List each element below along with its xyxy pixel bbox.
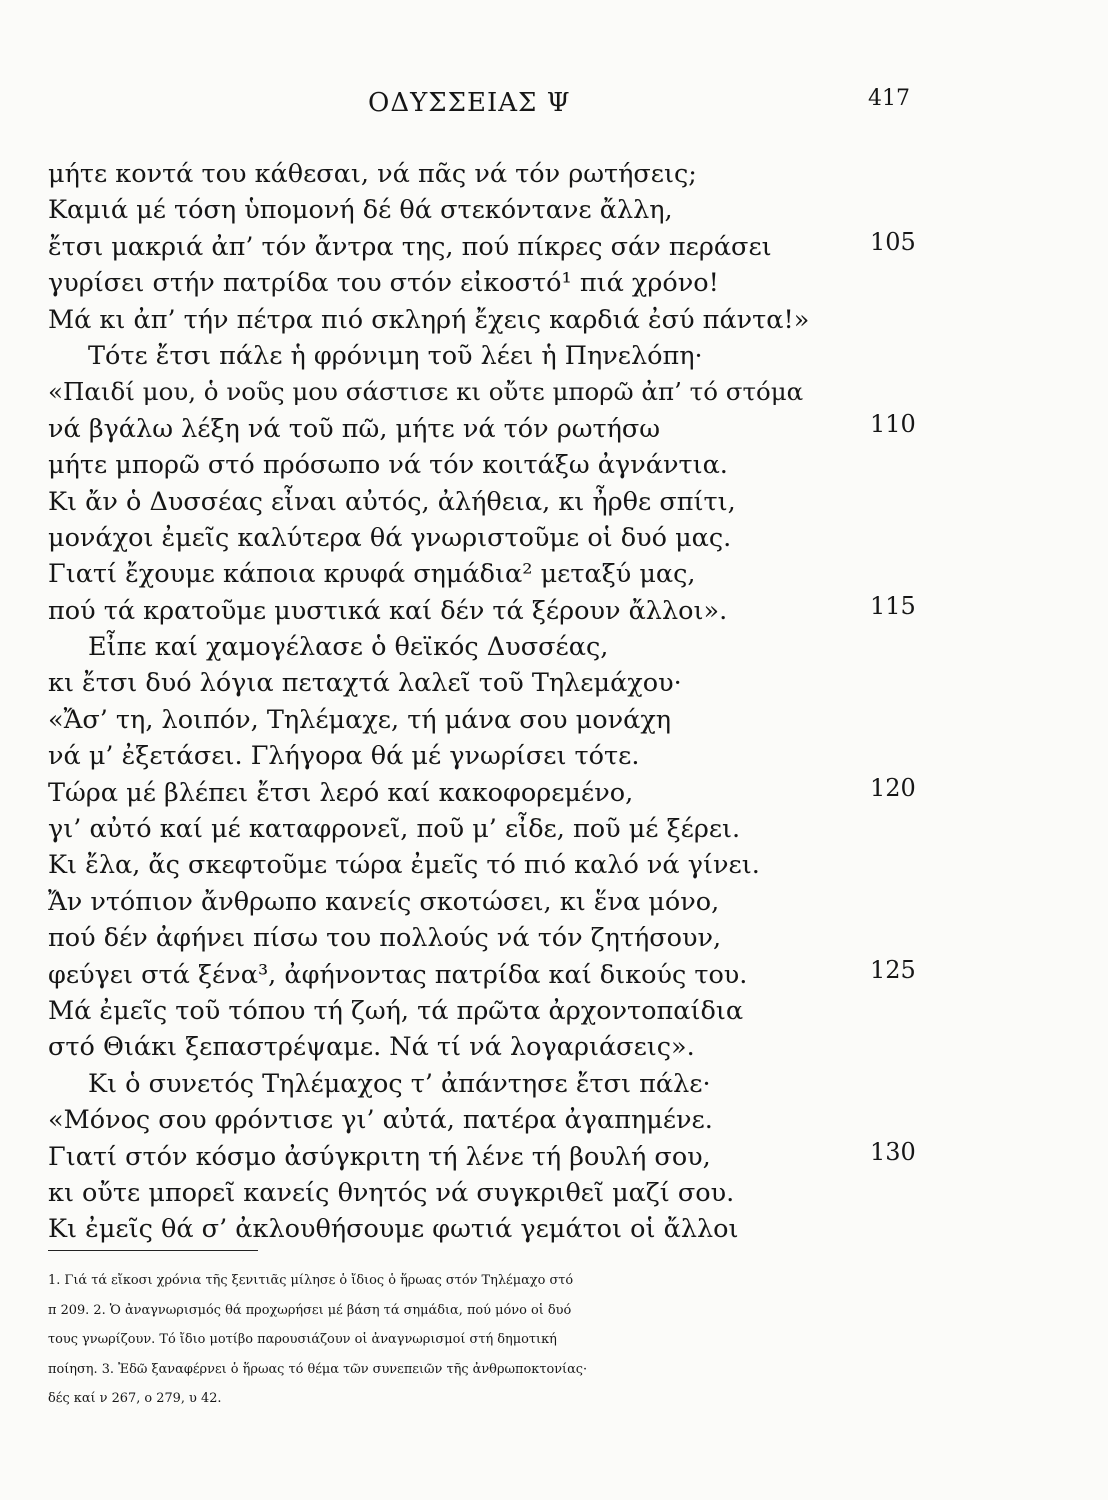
line-number: 105: [870, 227, 916, 256]
verse-line: [0, 665, 1108, 701]
footnote-line: ποίηση. 3. Ἐδῶ ξαναφέρνει ὁ ἥρωας τό θέμα τῶν συνεπειῶν τῆς ἀνθρωποκτονίας·: [48, 1361, 588, 1377]
verse-text: Κι ὁ συνετός Τηλέμαχος τ’ ἀπάντησε ἔτσι πάλε·: [88, 1068, 711, 1099]
verse-line: [0, 629, 1108, 665]
verse-line: [0, 556, 1108, 592]
footnote-line: τους γνωρίζουν. Τό ἴδιο μοτίβο παρουσιάζουν οἱ ἀναγνωρισμοί στή δημοτική: [48, 1332, 557, 1348]
verse-line: [0, 1066, 1108, 1102]
verse-line: [0, 520, 1108, 556]
footnote-line: δές καί ν 267, ο 279, υ 42.: [48, 1391, 222, 1407]
verse-text: πού δέν ἀφήνει πίσω του πολλούς νά τόν ζητήσουν,: [48, 923, 722, 954]
line-number: 125: [870, 955, 916, 984]
verse-text: Μά κι ἀπ’ τήν πέτρα πιό σκληρή ἔχεις καρδιά ἐσύ πάντα!»: [48, 304, 810, 335]
line-number: 110: [870, 409, 916, 438]
verse-line: [0, 811, 1108, 847]
verse-line: [0, 593, 1108, 629]
footnote-divider: [48, 1250, 258, 1251]
verse-text: Κι ἄν ὁ Δυσσέας εἶναι αὐτός, ἀλήθεια, κι ἦρθε σπίτι,: [48, 486, 736, 517]
line-number: 115: [870, 591, 916, 620]
verse-text: νά μ’ ἐξετάσει. Γλήγορα θά μέ γνωρίσει τότε.: [48, 741, 640, 772]
verse-line: [0, 229, 1108, 265]
verse-text: γυρίσει στήν πατρίδα του στόν εἰκοστό¹ πιά χρόνο!: [48, 268, 719, 299]
verse-text: Κι ἔλα, ἄς σκεφτοῦμε τώρα ἐμεῖς τό πιό καλό νά γίνει.: [48, 850, 760, 881]
verse-line: [0, 1102, 1108, 1138]
verse-text: ἔτσι μακριά ἀπ’ τόν ἄντρα της, πού πίκρες σάν περάσει: [48, 231, 772, 262]
verse-line: [0, 302, 1108, 338]
verse-line: [0, 338, 1108, 374]
verse-line: [0, 993, 1108, 1029]
verse-text: Τότε ἔτσι πάλε ἡ φρόνιμη τοῦ λέει ἡ Πηνελόπη·: [88, 340, 703, 371]
verse-text: «Ἄσ’ τη, λοιπόν, Τηλέμαχε, τή μάνα σου μονάχη: [48, 704, 672, 735]
verse-line: [0, 847, 1108, 883]
footnotes: [48, 1266, 1076, 1414]
verse-text: μονάχοι ἐμεῖς καλύτερα θά γνωριστοῦμε οἱ δυό μας.: [48, 522, 732, 553]
verse-text: πού τά κρατοῦμε μυστικά καί δέν τά ξέρουν ἄλλοι».: [48, 595, 728, 626]
verse-text: μήτε κοντά του κάθεσαι, νά πᾶς νά τόν ρωτήσεις;: [48, 159, 697, 189]
verse-line: [0, 738, 1108, 774]
verse-line: [0, 1211, 1108, 1247]
verse-text: Ἄν ντόπιον ἄνθρωπο κανείς σκοτώσει, κι ἕνα μόνο,: [48, 886, 720, 917]
verse-text: Εἶπε καί χαμογέλασε ὁ θεϊκός Δυσσέας,: [88, 632, 609, 663]
verse-text: Καμιά μέ τόση ὑπομονή δέ θά στεκόντανε ἄλλη,: [48, 195, 673, 226]
verse-text: Γιατί ἔχουμε κάποια κρυφά σημάδια² μεταξύ μας,: [48, 559, 696, 590]
verse-text: στό Θιάκι ξεπαστρέψαμε. Νά τί νά λογαριάσεις».: [48, 1032, 695, 1063]
footnote-line: 1. Γιά τά εἴκοσι χρόνια τῆς ξενιτιᾶς μίλησε ὁ ἴδιος ὁ ἥρωας στόν Τηλέμαχο στό: [48, 1273, 574, 1288]
page-number: 417: [868, 86, 910, 111]
verse-text: Τώρα μέ βλέπει ἔτσι λερό καί κακοφορεμένο,: [48, 777, 634, 808]
verse-line: [0, 1175, 1108, 1211]
verse-text: φεύγει στά ξένα³, ἀφήνοντας πατρίδα καί δικούς του.: [48, 959, 748, 990]
verse-text: μήτε μπορῶ στό πρόσωπο νά τόν κοιτάξω ἀγνάντια.: [48, 450, 728, 481]
line-number: 130: [870, 1137, 916, 1166]
verse-text: «Παιδί μου, ὁ νοῦς μου σάστισε κι οὔτε μπορῶ ἀπ’ τό στόμα: [48, 377, 804, 407]
verse-line: [0, 957, 1108, 993]
verse-text: γι’ αὐτό καί μέ καταφρονεῖ, ποῦ μ’ εἶδε, ποῦ μέ ξέρει.: [48, 814, 741, 845]
verse-line: [0, 265, 1108, 301]
verse-line: [0, 884, 1108, 920]
verse-line: [0, 374, 1108, 410]
verse-line: [0, 411, 1108, 447]
footnote-line: π 209. 2. Ὁ ἀναγνωρισμός θά προχωρήσει μέ βάση τά σημάδια, πού μόνο οἱ δυό: [48, 1302, 572, 1318]
verse-text: «Μόνος σου φρόντισε γι’ αὐτά, πατέρα ἀγαπημένε.: [48, 1105, 713, 1136]
verse-line: [0, 1029, 1108, 1065]
verse-line: [0, 1139, 1108, 1175]
verse-line: [0, 192, 1108, 228]
verse-block: [0, 156, 1108, 1248]
line-number: 120: [870, 773, 916, 802]
verse-text: Μά ἐμεῖς τοῦ τόπου τή ζωή, τά πρῶτα ἀρχοντοπαίδια: [48, 995, 744, 1026]
verse-line: [0, 775, 1108, 811]
verse-text: κι ἔτσι δυό λόγια πεταχτά λαλεῖ τοῦ Τηλεμάχου·: [48, 668, 682, 699]
verse-line: [0, 156, 1108, 192]
verse-text: κι οὔτε μπορεῖ κανείς θνητός νά συγκριθεῖ μαζί σου.: [48, 1177, 735, 1208]
running-title: ΟΔΥΣΣΕΙΑΣ Ψ: [368, 88, 571, 118]
verse-line: [0, 702, 1108, 738]
verse-line: [0, 447, 1108, 483]
verse-line: [0, 484, 1108, 520]
verse-text: Γιατί στόν κόσμο ἀσύγκριτη τή λένε τή βουλή σου,: [48, 1141, 711, 1172]
verse-line: [0, 920, 1108, 956]
verse-text: νά βγάλω λέξη νά τοῦ πῶ, μήτε νά τόν ρωτήσω: [48, 413, 661, 444]
verse-text: Κι ἐμεῖς θά σ’ ἀκλουθήσουμε φωτιά γεμάτοι οἱ ἄλλοι: [48, 1214, 739, 1245]
